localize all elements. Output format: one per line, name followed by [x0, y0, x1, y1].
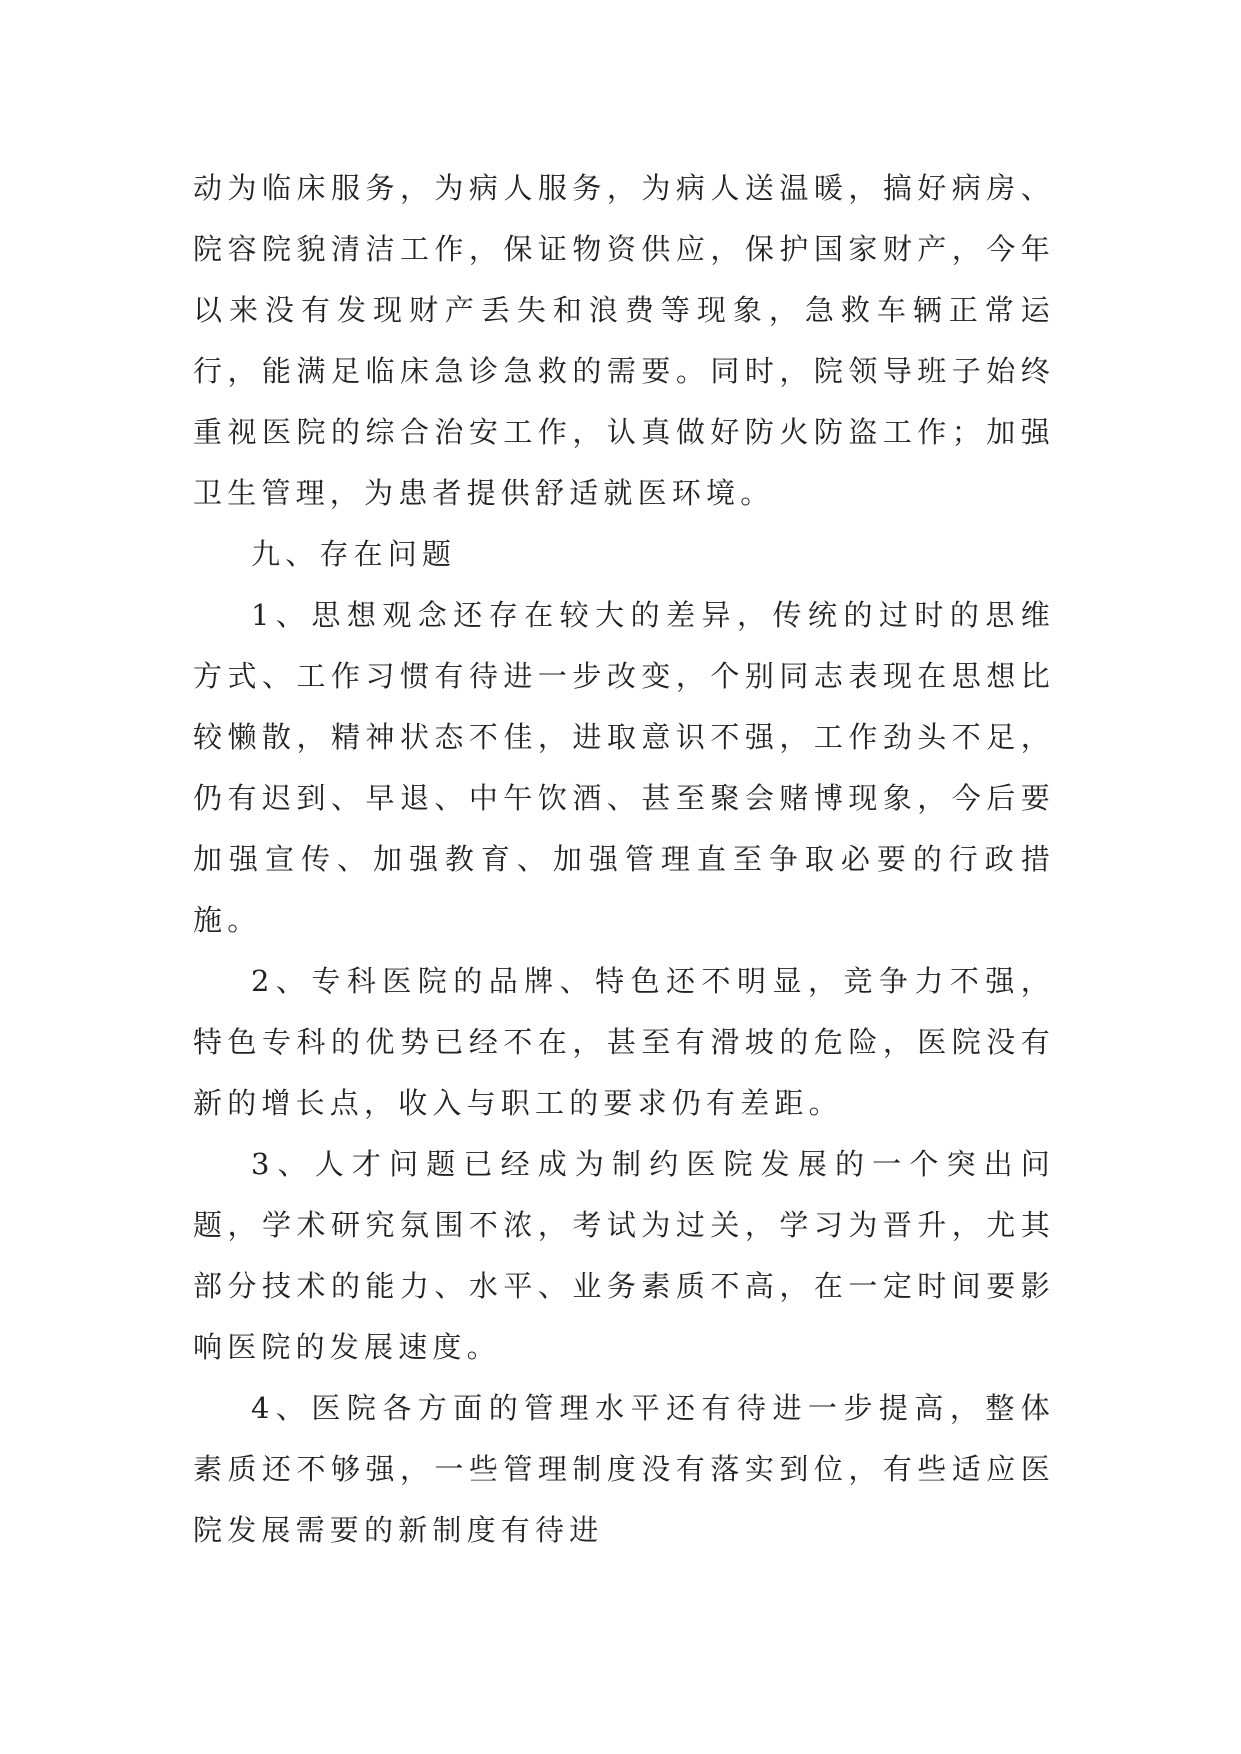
section-heading-problems: 九、存在问题 — [251, 537, 457, 571]
paragraph-problem-2: 2、专科医院的品牌、特色还不明显，竞争力不强，特色专科的优势已经不在，甚至有滑坡的危险，医院没有新的增长点，收入与职工的要求仍有差距。 — [193, 964, 1055, 1120]
document-body — [193, 158, 1055, 1561]
paragraph-continuation: 动为临床服务，为病人服务，为病人送温暖，搞好病房、院容院貌清洁工作，保证物资供应，保护国家财产，今年以来没有发现财产丢失和浪费等现象，急救车辆正常运行，能满足临床急诊急救的需要。同时，院领导班子始终重视医院的综合治安工作，认真做好防火防盗工作；加强卫生管理，为患者提供舒适就医环境。 — [193, 171, 1055, 510]
paragraph-problem-4: 4、医院各方面的管理水平还有待进一步提高，整体素质还不够强，一些管理制度没有落实到位，有些适应医院发展需要的新制度有待进 — [193, 1391, 1055, 1547]
paragraph-problem-1: 1、思想观念还存在较大的差异，传统的过时的思维方式、工作习惯有待进一步改变，个别同志表现在思想比较懒散，精神状态不佳，进取意识不强，工作劲头不足，仍有迟到、早退、中午饮酒、甚至聚会赌博现象，今后要加强宣传、加强教育、加强管理直至争取必要的行政措施。 — [193, 598, 1055, 937]
paragraph-problem-3: 3、人才问题已经成为制约医院发展的一个突出问题，学术研究氛围不浓，考试为过关，学习为晋升，尤其部分技术的能力、水平、业务素质不高，在一定时间要影响医院的发展速度。 — [193, 1147, 1055, 1364]
